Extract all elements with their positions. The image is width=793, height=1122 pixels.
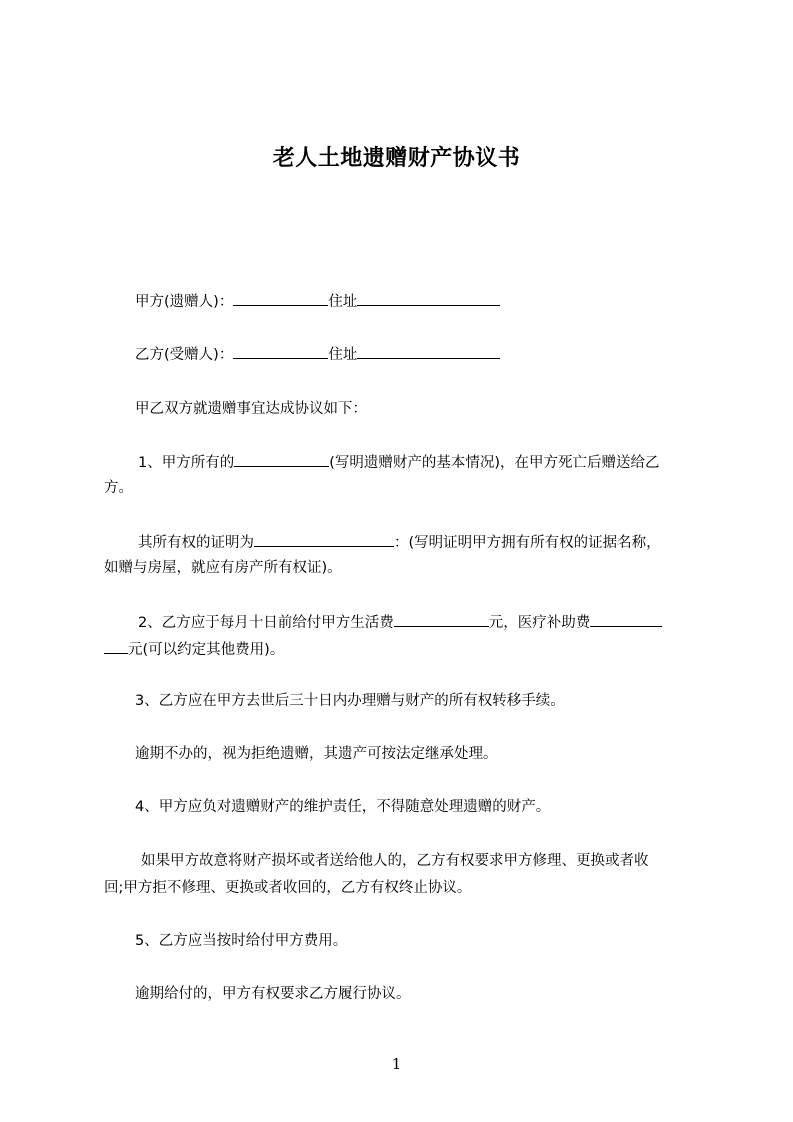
- party-a-address-label: 住址: [328, 294, 358, 310]
- party-b-name-blank: [233, 344, 328, 359]
- proof-line-2: 如赠与房屋，就应有房产所有权证)。: [104, 560, 342, 576]
- clause-2-prefix: 2、乙方应于每月十日前给付甲方生活费: [138, 615, 394, 631]
- clause-4: 4、甲方应负对遗赠财产的维护责任，不得随意处理遗赠的财产。: [135, 799, 551, 815]
- clause-2-continuation: 元(可以约定其他费用)。: [128, 642, 285, 658]
- clause-2-line-2: [104, 639, 284, 659]
- party-a-address-blank: [357, 291, 500, 306]
- medical-subsidy-blank-continued: [104, 639, 128, 654]
- clause-2-line-1: [138, 612, 662, 632]
- clause-4-note-line-1: 如果甲方故意将财产损坏或者送给他人的，乙方有权要求甲方修理、更换或者收: [141, 853, 649, 869]
- party-b-address-label: 住址: [328, 347, 358, 363]
- proof-line-1: [138, 532, 661, 552]
- party-b-label: 乙方(受赠人)：: [135, 347, 234, 363]
- page-number: 1: [391, 1055, 402, 1073]
- clause-1-line-1: [138, 452, 660, 472]
- party-b-address-blank: [357, 344, 500, 359]
- clause-5-note: 逾期给付的，甲方有权要求乙方履行协议。: [135, 986, 411, 1002]
- party-b-line: [135, 344, 500, 364]
- clause-1-line-2: 方。: [104, 480, 133, 496]
- clause-3: 3、乙方应在甲方去世后三十日内办理赠与财产的所有权转移手续。: [135, 693, 565, 709]
- clause-1-property-blank: [234, 452, 329, 467]
- intro-paragraph: 甲乙双方就遗赠事宜达成协议如下：: [135, 401, 367, 417]
- clause-4-note-line-2: 回;甲方拒不修理、更换或者收回的，乙方有权终止协议。: [104, 880, 472, 896]
- proof-blank: [254, 532, 394, 547]
- proof-suffix: ：(写明证明甲方拥有所有权的证据名称，: [394, 535, 661, 551]
- clause-1-suffix: (写明遗赠财产的基本情况)，在甲方死亡后赠送给乙: [329, 455, 660, 471]
- living-expense-blank: [394, 612, 489, 627]
- clause-1-prefix: 1、甲方所有的: [138, 455, 235, 471]
- party-a-line: [135, 291, 500, 311]
- clause-5: 5、乙方应当按时给付甲方费用。: [135, 933, 348, 949]
- medical-subsidy-blank: [590, 612, 662, 627]
- clause-2-middle: 元，医疗补助费: [488, 615, 591, 631]
- party-a-name-blank: [233, 291, 328, 306]
- document-title: 老人土地遗赠财产协议书: [272, 146, 521, 171]
- party-a-label: 甲方(遗赠人)：: [135, 294, 234, 310]
- proof-prefix: 其所有权的证明为: [138, 535, 254, 551]
- clause-3-note: 逾期不办的，视为拒绝遗赠，其遗产可按法定继承处理。: [135, 746, 498, 762]
